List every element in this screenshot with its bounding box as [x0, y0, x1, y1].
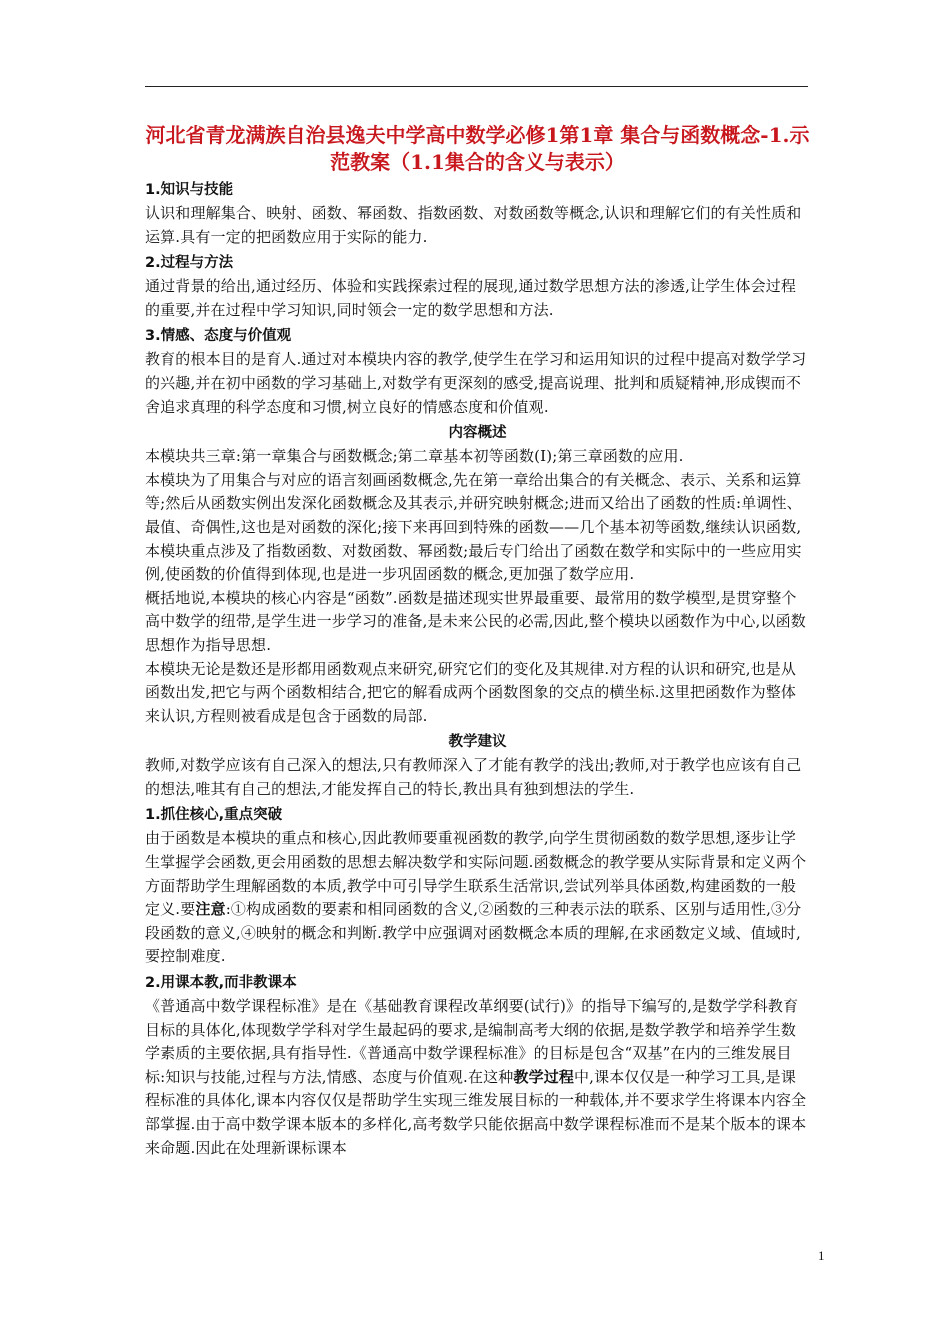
overview-paragraph: 概括地说,本模块的核心内容是“函数”.函数是描述现实世界最重要、最常用的数学模型,是贯穿整个高中数学的纽带,是学生进一步学习的准备,是未来公民的必需,因此,整个模块以函数作为中心,以函数思想作为指导思想.	[145, 588, 806, 654]
header-rule	[145, 86, 808, 87]
page-number: 1	[818, 1248, 825, 1263]
suggestion-heading-textbook: 2.用课本教,而非教课本	[145, 975, 297, 992]
page-content	[145, 122, 810, 1160]
overview-paragraph: 本模块为了用集合与对应的语言刻画函数概念,先在第一章给出集合的有关概念、表示、关系和运算等;然后从函数实例出发深化函数概念及其表示,并研究映射概念;进而又给出了函数的性质:单调性、最值、奇偶性,这也是对函数的深化;接下来再回到特殊的函数——几个基本初等函数,继续认识函数,本模块重点涉及了指数函数、对数函数、幂函数;最后专门给出了函数在数学和实际中的一些应用实例,使函数的价值得到体现,也是进一步巩固函数的概念,更加强了数学应用.	[145, 470, 802, 584]
section-heading-suggestions: 教学建议	[448, 734, 507, 751]
suggestion-text-textbook-b: 中,课本仅仅是一种学习工具,是课程标准的具体化,课本内容仅仅是帮助学生实现三维发展目标的一种载体,并不要求学生将课本内容全部掌握.由于高中数学课本版本的多样化,高考数学只能依据高中数学课程标准而不是某个版本的课本来命题.因此在处理新课标课本	[145, 1067, 807, 1157]
suggestion-text-core	[145, 827, 810, 969]
goal-heading-process: 2.过程与方法	[145, 255, 234, 272]
suggestion-text-textbook	[145, 995, 810, 1160]
goal-text-knowledge: 认识和理解集合、映射、函数、幂函数、指数函数、对数函数等概念,认识和理解它们的有关性质和运算.具有一定的把函数应用于实际的能力.	[145, 204, 802, 246]
goal-text-process: 通过背景的给出,通过经历、体验和实践探索过程的展现,通过数学思想方法的渗透,让学生体会过程的重要,并在过程中学习知识,同时领会一定的数学思想和方法.	[145, 277, 797, 319]
goal-text-attitude: 教育的根本目的是育人.通过对本模块内容的教学,使学生在学习和运用知识的过程中提高对数学学习的兴趣,并在初中函数的学习基础上,对数学有更深刻的感受,提高说理、批判和质疑精神,形成锲而不舍追求真理的科学态度和习惯,树立良好的情感态度和价值观.	[145, 350, 807, 416]
suggestion-text-core-b: :①构成函数的要素和相同函数的含义,②函数的三种表示法的联系、区别与适用性,③分段函数的意义,④映射的概念和判断.教学中应强调对函数概念本质的理解,在求函数定义域、值域时,要控制难度.	[145, 900, 802, 966]
overview-paragraph: 本模块无论是数还是形都用函数观点来研究,研究它们的变化及其规律.对方程的认识和研究,也是从函数出发,把它与两个函数相结合,把它的解看成两个函数图象的交点的横坐标.这里把函数作为整体来认识,方程则被看成是包含于函数的局部.	[145, 659, 797, 725]
section-heading-overview: 内容概述	[448, 425, 507, 442]
suggestion-heading-core: 1.抓住核心,重点突破	[145, 807, 283, 824]
overview-paragraph: 本模块共三章:第一章集合与函数概念;第二章基本初等函数(Ⅰ);第三章函数的应用.	[145, 447, 684, 466]
goal-heading-knowledge: 1.知识与技能	[145, 182, 234, 198]
suggestion-text-core-a: 由于函数是本模块的重点和核心,因此教师要重视函数的教学,向学生贯彻函数的数学思想,逐步让学生掌握学会函数,更会用函数的思想去解决数学和实际问题.函数概念的教学要从实际背景和定义两个方面帮助学生理解函数的本质,教学中可引导学生联系生活常识,尝试列举具体函数,构建函数的一般定义.要	[145, 829, 807, 919]
teaching-process-label: 教学过程	[513, 1067, 575, 1086]
suggestion-text-textbook-a: 《普通高中数学课程标准》是在《基础教育课程改革纲要(试行)》的指导下编写的,是数学学科教育目标的具体化,体现数学学科对学生最起码的要求,是编制高考大纲的依据,是数学教学和培养学生数学素质的主要依据,具有指导性.《普通高中数学课程标准》的目标是包含“双基”在内的三维发展目标:知识与技能,过程与方法,情感、态度与价值观.在这种	[145, 997, 799, 1086]
document-title: 河北省青龙满族自治县逸夫中学高中数学必修1第1章 集合与函数概念-1.示范教案（1.1集合的含义与表示）	[145, 123, 810, 174]
note-label: 注意	[195, 900, 226, 919]
suggestions-intro: 教师,对数学应该有自己深入的想法,只有教师深入了才能有教学的浅出;教师,对于教学也应该有自己的想法,唯其有自己的想法,才能发挥自己的特长,教出具有独到想法的学生.	[145, 756, 802, 798]
goal-heading-attitude: 3.情感、态度与价值观	[145, 328, 292, 345]
